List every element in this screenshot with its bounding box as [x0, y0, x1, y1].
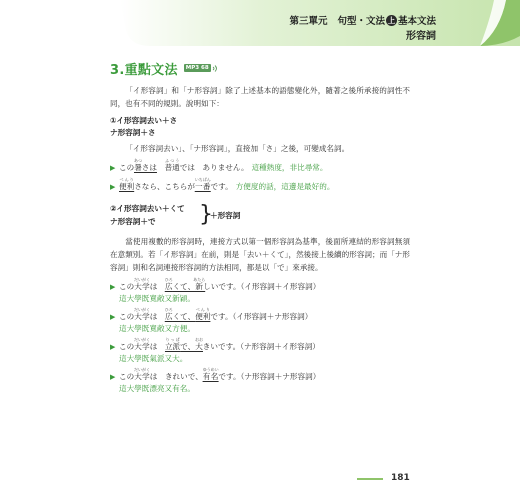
rule-2-line-2: ナ形容詞＋で: [110, 217, 156, 226]
example-6-translation: 這大學既漂亮又有名。: [119, 384, 195, 393]
speaker-icon: [212, 64, 220, 73]
header-subtitle: 形容詞: [406, 31, 436, 42]
footer-decoration: [357, 476, 387, 482]
triangle-bullet-icon: ▶: [110, 313, 116, 321]
rule-2-result: ＋形容詞: [210, 211, 241, 220]
rule-1-line-1: ①イ形容詞去い＋さ: [110, 116, 178, 125]
example-5-sentence: この大学だいがくは 立派りっぱで、大おおきいです。（ナ形容詞＋イ形容詞）: [119, 337, 320, 351]
example-1-translation: 這種熱度，非比尋常。: [251, 163, 328, 172]
triangle-bullet-icon: ▶: [110, 183, 116, 191]
header-topic-sub: 基本文法: [397, 16, 436, 27]
intro-paragraph: 「イ形容詞」和「ナ形容詞」除了上述基本的語態變化外，隨著之後所承接的詞性不同，也有不同的規則。說明如下：: [110, 86, 410, 108]
header-title: [290, 13, 436, 27]
triangle-bullet-icon: ▶: [110, 343, 116, 351]
example-1: [110, 158, 410, 174]
rule-2: [110, 203, 410, 229]
example-3: [110, 277, 410, 293]
rule-2-line-1: ②イ形容詞去い＋くて: [110, 204, 185, 213]
rule-1: [110, 115, 410, 139]
example-2-translation: 方便度的話，這邊是最好的。: [235, 182, 335, 191]
section-heading: [110, 58, 410, 78]
example-3-sentence: この大学だいがくは 広ひろくて、新あたらしいです。（イ形容詞＋イ形容詞）: [119, 277, 321, 291]
rule-1-line-2: ナ形容詞＋さ: [110, 128, 156, 137]
example-5-translation: 這大學既氣派又大。: [119, 354, 188, 363]
triangle-bullet-icon: ▶: [110, 373, 116, 381]
rule-2-explanation: 當使用複數的形容詞時，連接方式以第一個形容詞為基準，後面所連結的形容詞無須在意類別。若「イ形容詞」在前，則是「去い＋くて」，然後接上後續的形容詞；而「ナ形容詞」則和名詞連接形容詞的方法相同，都是以「で」來承接。: [110, 237, 410, 272]
example-6-sentence: この大学だいがくは きれいで、有名ゆうめいです。（ナ形容詞＋ナ形容詞）: [119, 367, 321, 381]
example-5: [110, 337, 410, 353]
example-1-sentence: この暑あつさは 普通ふつうでは ありません。: [119, 158, 249, 172]
example-6: [110, 367, 410, 383]
header-unit: 第三單元: [289, 16, 328, 27]
header-volume-circle: 上: [387, 16, 396, 25]
rule-1-explanation: 「イ形容詞去い」、「ナ形容詞」，直接加「さ」之後，可變成名詞。: [125, 144, 350, 153]
header-topic: 句型・文法: [337, 16, 385, 27]
example-2-sentence: 便利べんりさなら、こちらが一番いちばんです。: [119, 177, 233, 191]
triangle-bullet-icon: ▶: [110, 283, 116, 291]
main-content: [110, 58, 410, 394]
page-number: 181: [391, 473, 410, 483]
example-4: [110, 307, 410, 323]
page-curl-decoration: [450, 0, 520, 46]
triangle-bullet-icon: ▶: [110, 164, 116, 172]
example-3-translation: 這大學既寬敞又新穎。: [119, 294, 195, 303]
mp3-label: MP3 68: [185, 65, 209, 71]
chapter-header: [120, 0, 520, 46]
example-2: [110, 177, 410, 193]
example-4-translation: 這大學既寬敞又方便。: [119, 324, 195, 333]
example-4-sentence: この大学だいがくは 広ひろくて、便利べんりです。（イ形容詞＋ナ形容詞）: [119, 307, 313, 321]
section-title: 3.重點文法: [110, 62, 178, 78]
curly-brace: }: [199, 202, 213, 227]
mp3-audio-badge[interactable]: [184, 63, 220, 73]
